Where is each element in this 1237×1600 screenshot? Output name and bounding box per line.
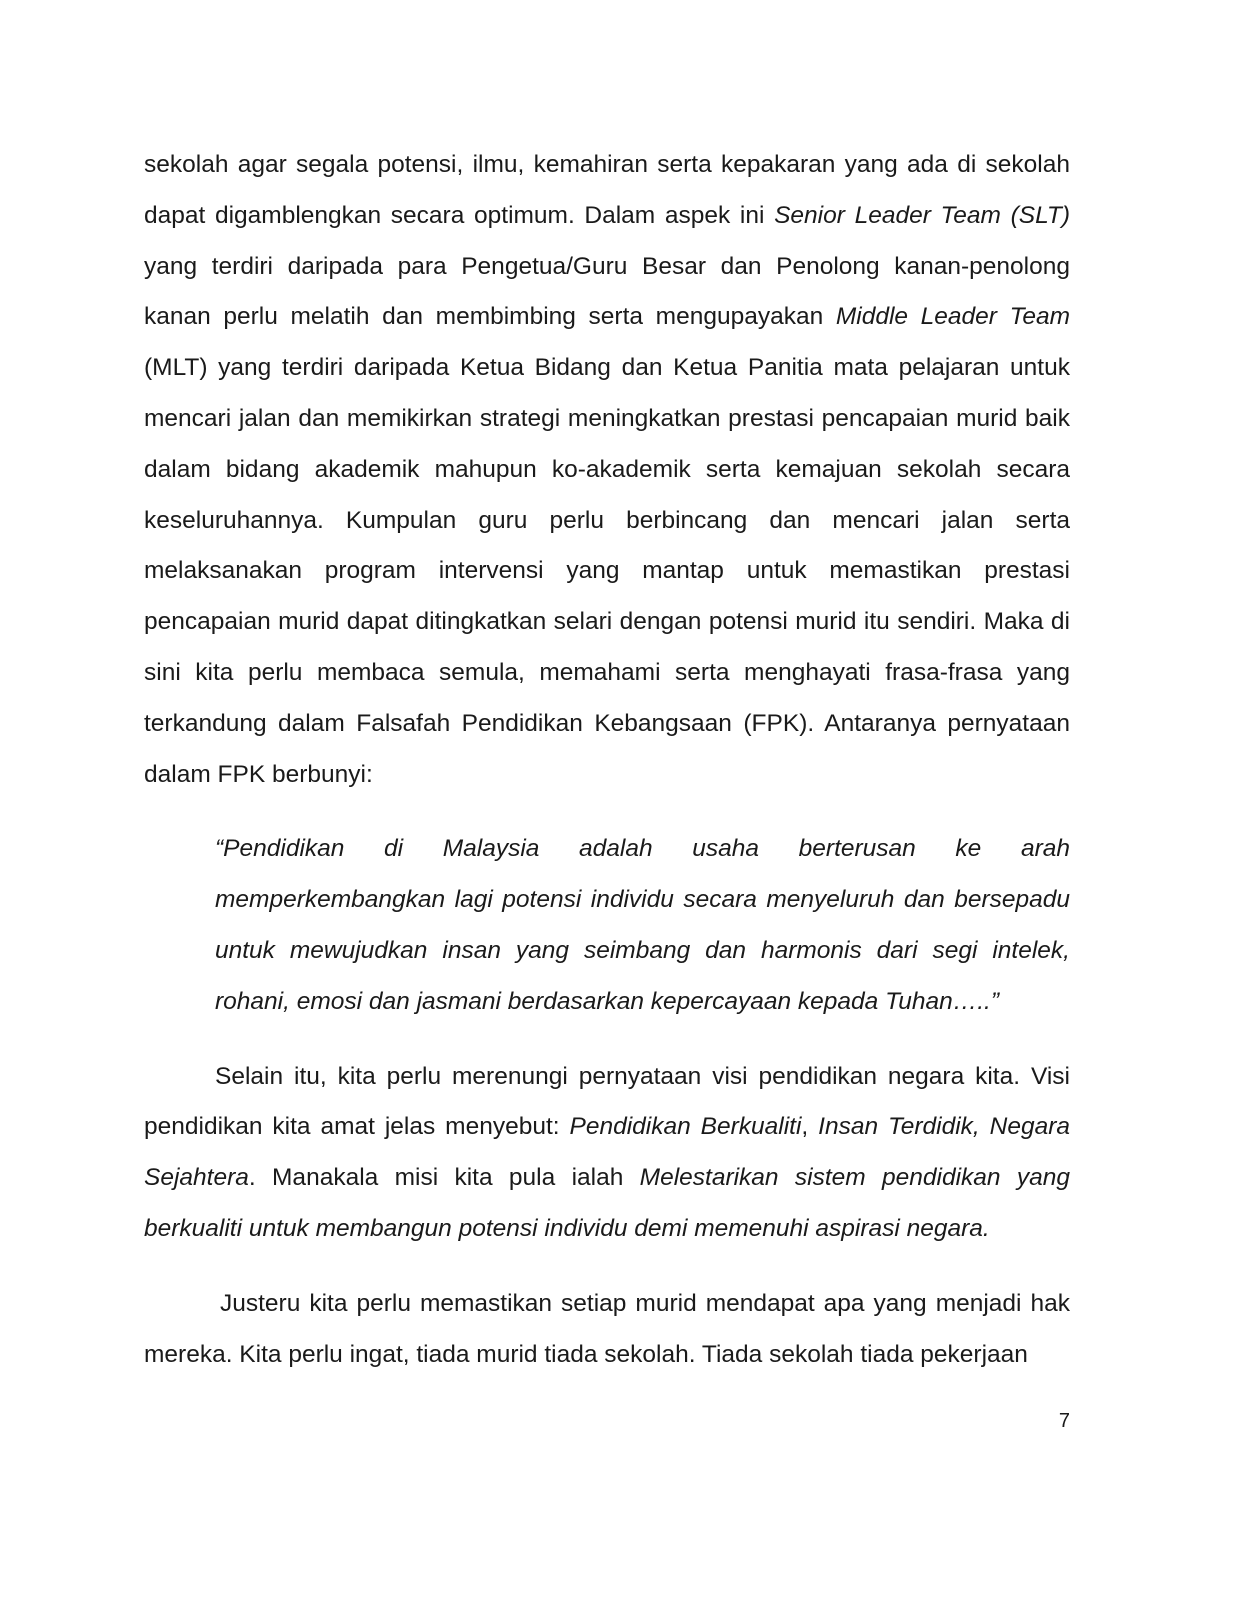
- paragraph2-italic-1: Pendidikan Berkualiti: [569, 1113, 802, 1141]
- paragraph2-text-3: . Manakala misi kita pula ialah: [248, 1164, 640, 1192]
- page-body: [144, 140, 1070, 1380]
- paragraph1-text-2: yang terdiri daripada para Pengetua/Guru Besar dan Penolong kanan-penolong kanan perlu melatih dan membimbing serta mengupayakan: [144, 252, 1070, 331]
- paragraph2-text-1: Selain itu, kita perlu merenungi pernyataan visi pendidikan negara kita. Visi pendidikan kita amat jelas menyebut:: [144, 1062, 1070, 1141]
- paragraph2-italic-3: Melestarikan sistem pendidikan yang berkualiti untuk membangun potensi individu demi memenuhi aspirasi negara.: [144, 1164, 1070, 1242]
- paragraph-justeru: Justeru kita perlu memastikan setiap murid mendapat apa yang menjadi hak mereka. Kita perlu ingat, tiada murid tiada sekolah. Tiada sekolah tiada pekerjaan: [144, 1289, 1070, 1368]
- paragraph-visi-misi: [144, 1052, 1070, 1255]
- paragraph-slt-mlt: [144, 140, 1070, 800]
- paragraph2-italic-2: Insan Terdidik, Negara Sejahtera: [144, 1113, 1070, 1192]
- paragraph1-text-3: (MLT) yang terdiri daripada Ketua Bidang dan Ketua Panitia mata pelajaran untuk mencari jalan dan memikirkan strategi meningkatkan prestasi pencapaian murid baik dalam bidang akademik mahupun ko-akademik serta kemajuan sekolah secara keseluruhannya. Kumpulan guru perlu berbincang dan mencari jalan serta melaksanakan program intervensi yang mantap untuk memastikan prestasi pencapaian murid dapat ditingkatkan selari dengan potensi murid itu sendiri. Maka di sini kita perlu membaca semula, memahami serta menghayati frasa-frasa yang terkandung dalam Falsafah Pendidikan Kebangsaan (FPK). Antaranya pernyataan dalam FPK berbunyi:: [144, 354, 1070, 788]
- page-number: 7: [1058, 1410, 1070, 1432]
- fpk-quote: “Pendidikan di Malaysia adalah usaha berterusan ke arah memperkembangkan lagi potensi individu secara menyeluruh dan bersepadu untuk mewujudkan insan yang seimbang dan harmonis dari segi intelek, rohani, emosi dan jasmani berdasarkan kepercayaan kepada Tuhan…..”: [215, 835, 1070, 1015]
- paragraph1-italic-mlt: Middle Leader Team: [835, 303, 1070, 331]
- paragraph1-italic-slt: Senior Leader Team (SLT): [774, 201, 1070, 229]
- paragraph2-text-2: ,: [801, 1113, 819, 1141]
- paragraph1-text-1: sekolah agar segala potensi, ilmu, kemahiran serta kepakaran yang ada di sekolah dapat digamblengkan secara optimum. Dalam aspek ini: [144, 151, 1070, 229]
